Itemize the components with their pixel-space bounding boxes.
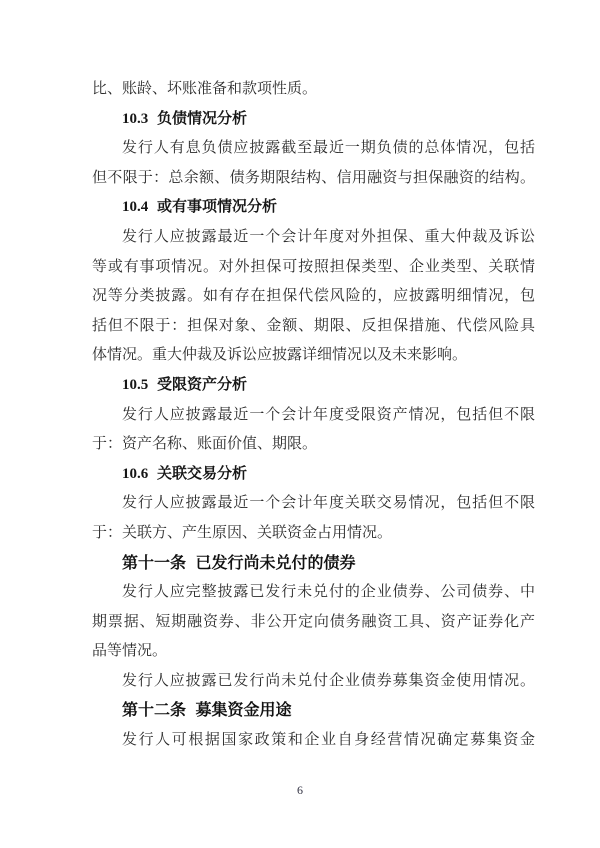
page-footer	[0, 781, 600, 799]
text-line: 发行人应披露最近一个会计年度关联交易情况，包括但不限	[122, 495, 535, 512]
text-line: 发行人有息负债应披露截至最近一期负债的总体情况，包括	[122, 140, 535, 157]
section-heading: 第十二条 募集资金用途	[122, 702, 292, 720]
text-line: 但不限于：总余额、债务期限结构、信用融资与担保融资的结构。	[92, 169, 535, 186]
section-heading: 10.3 负债情况分析	[122, 110, 248, 127]
text-line: 品等情况。	[92, 643, 168, 660]
section-heading: 10.4 或有事项情况分析	[122, 199, 278, 216]
section-heading: 第十一条 已发行尚未兑付的债券	[122, 554, 356, 572]
text-line: 发行人应完整披露已发行未兑付的企业债券、公司债券、中	[122, 584, 535, 601]
text-line: 于：关联方、产生原因、关联资金占用情况。	[92, 524, 393, 541]
section-heading: 10.6 关联交易分析	[122, 465, 248, 482]
page-number: 6	[297, 783, 303, 797]
text-line: 等或有事项情况。对外担保可按照担保类型、企业类型、关联情	[92, 258, 535, 275]
text-line: 括但不限于：担保对象、金额、期限、反担保措施、代偿风险具	[92, 317, 535, 334]
document-text-block	[92, 75, 535, 756]
text-line: 况等分类披露。如有存在担保代偿风险的，应披露明细情况，包	[92, 288, 535, 305]
text-line: 发行人可根据国家政策和企业自身经营情况确定募集资金	[122, 732, 535, 749]
section-heading: 10.5 受限资产分析	[122, 376, 248, 393]
text-line: 发行人应披露已发行尚未兑付企业债券募集资金使用情况。	[122, 672, 535, 689]
text-line: 比、账龄、坏账准备和款项性质。	[92, 81, 318, 97]
text-line: 体情况。重大仲裁及诉讼应披露详细情况以及未来影响。	[92, 347, 468, 364]
text-line: 发行人应披露最近一个会计年度受限资产情况，包括但不限	[122, 406, 535, 423]
text-line: 于：资产名称、账面价值、期限。	[92, 436, 318, 453]
text-line: 期票据、短期融资券、非公开定向债务融资工具、资产证券化产	[92, 613, 535, 630]
text-line: 发行人应披露最近一个会计年度对外担保、重大仲裁及诉讼	[122, 228, 535, 245]
